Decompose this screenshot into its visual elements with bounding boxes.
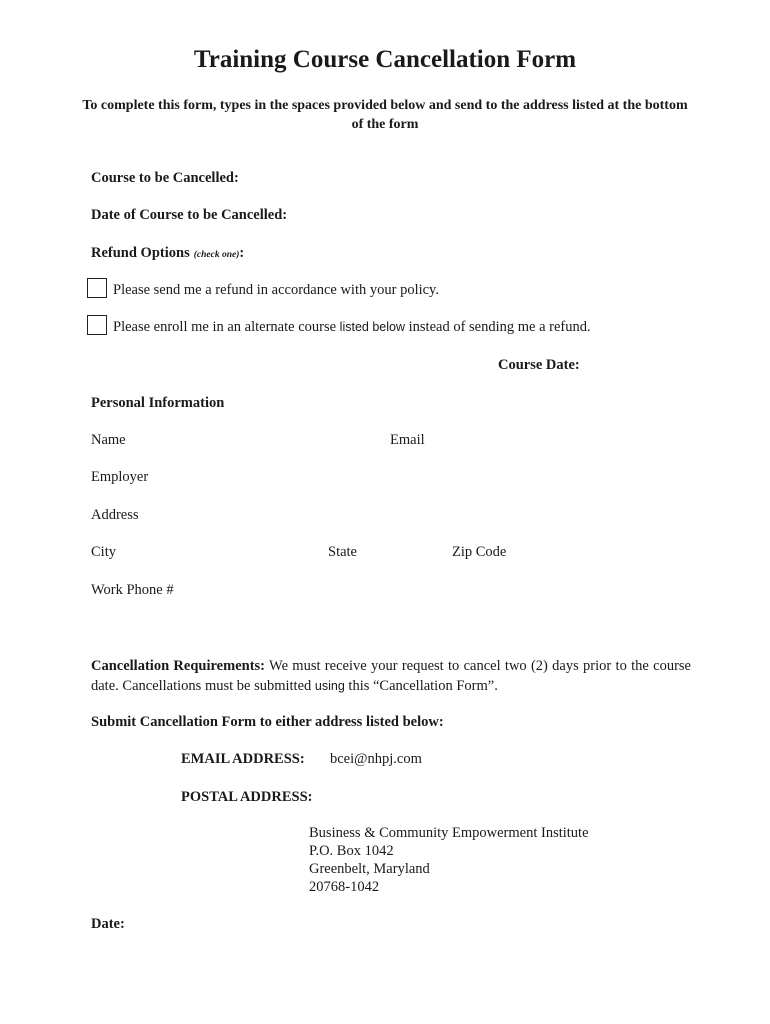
refund-options-colon: : <box>239 245 245 261</box>
refund-option-checkbox[interactable] <box>87 278 107 298</box>
alternate-course-date-label: Course Date: <box>498 357 580 373</box>
submit-heading: Submit Cancellation Form to either address listed below: <box>91 714 444 730</box>
requirements-text-c: this “Cancellation Form”. <box>348 678 498 694</box>
refund-options-hint: (check one) <box>193 250 240 260</box>
employer-label: Employer <box>91 469 149 485</box>
name-label: Name <box>91 432 126 448</box>
work-phone-label: Work Phone # <box>91 582 174 598</box>
state-label: State <box>328 544 357 560</box>
email-address-label: EMAIL ADDRESS: <box>181 751 305 767</box>
course-cancelled-label: Course to be Cancelled: <box>91 170 239 186</box>
postal-line: Business & Community Empowerment Institute <box>309 825 589 841</box>
requirements-text-b: using <box>314 679 345 693</box>
postal-line: 20768-1042 <box>309 879 380 895</box>
alternate-course-text-a: Please enroll me in an alternate course <box>113 319 337 335</box>
email-address-value[interactable]: bcei@nhpj.com <box>330 751 422 767</box>
cancellation-requirements <box>91 656 691 696</box>
personal-info-heading: Personal Information <box>91 395 225 411</box>
requirements-label: Cancellation Requirements: <box>91 658 265 674</box>
email-label: Email <box>390 432 425 448</box>
refund-options-label: Refund Options <box>91 245 190 261</box>
form-instructions: To complete this form, types in the spaces provided below and send to the address listed at the bottom of the form <box>82 98 688 132</box>
refund-options-heading <box>91 244 244 262</box>
requirements-text-a: We must receive your request to cancel two (2) days prior to the course date. Cancellations must be submitted <box>91 658 691 694</box>
postal-address-block <box>309 824 589 896</box>
zip-code-label: Zip Code <box>452 544 507 560</box>
page-title: Training Course Cancellation Form <box>193 46 577 73</box>
postal-line: Greenbelt, Maryland <box>309 861 430 877</box>
postal-line: P.O. Box 1042 <box>309 843 394 859</box>
date-label: Date: <box>91 916 125 932</box>
alternate-course-label <box>113 319 591 336</box>
alternate-course-checkbox[interactable] <box>87 315 107 335</box>
refund-option-label: Please send me a refund in accordance with your policy. <box>113 282 439 298</box>
alternate-course-text-c: instead of sending me a refund. <box>408 319 591 335</box>
course-date-label: Date of Course to be Cancelled: <box>91 207 288 223</box>
city-label: City <box>91 544 116 560</box>
postal-address-label: POSTAL ADDRESS: <box>181 789 313 805</box>
alternate-course-text-b: listed below <box>339 320 405 334</box>
address-label: Address <box>91 507 139 523</box>
